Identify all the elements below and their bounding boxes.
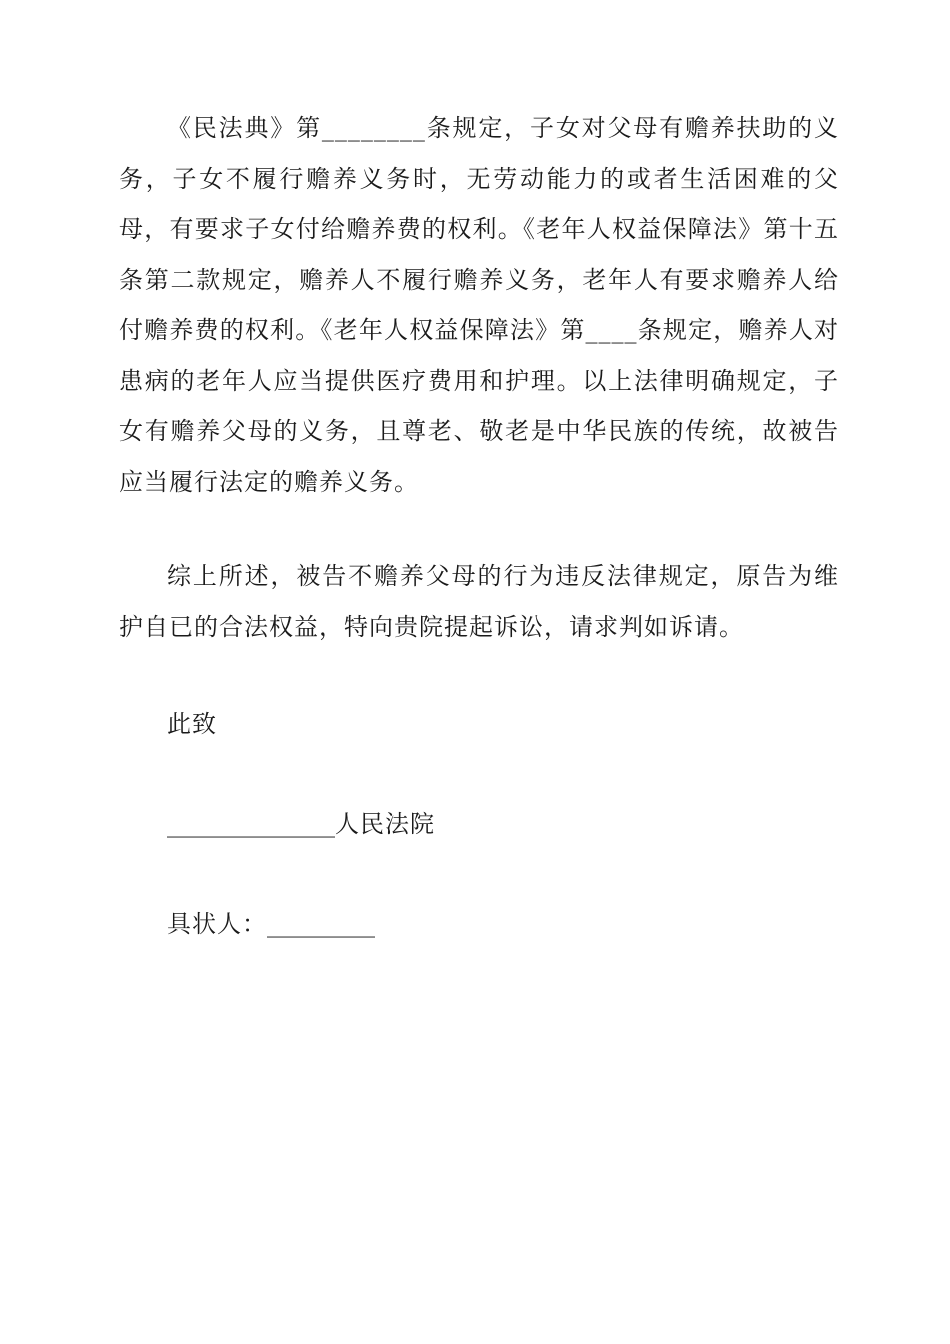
signer-line xyxy=(167,906,375,942)
salutation: 此致 xyxy=(167,710,217,738)
court-name-blank: ______________ xyxy=(167,810,335,838)
court-label: 人民法院 xyxy=(335,810,435,838)
signer-label: 具状人： xyxy=(167,910,267,938)
legal-basis-paragraph: 《民法典》第________条规定，子女对父母有赡养扶助的义务，子女不履行赡养义务时，无劳动能力的或者生活困难的父母，有要求子女付给赡养费的权利。《老年人权益保障法》第十五条第二款规定，赡养人不履行赡养义务，老年人有要求赡养人给付赡养费的权利。《老年人权益保障法》第____条规定，赡养人对患病的老年人应当提供医疗费用和护理。以上法律明确规定，子女有赡养父母的义务，且尊老、敬老是中华民族的传统，故被告应当履行法定的赡养义务。 xyxy=(119,114,839,496)
conclusion-paragraph: 综上所述，被告不赡养父母的行为违反法律规定，原告为维护自已的合法权益，特向贵院提起诉讼，请求判如诉请。 xyxy=(119,562,839,641)
court-line xyxy=(167,806,435,842)
signer-name-blank: _________ xyxy=(267,910,375,938)
